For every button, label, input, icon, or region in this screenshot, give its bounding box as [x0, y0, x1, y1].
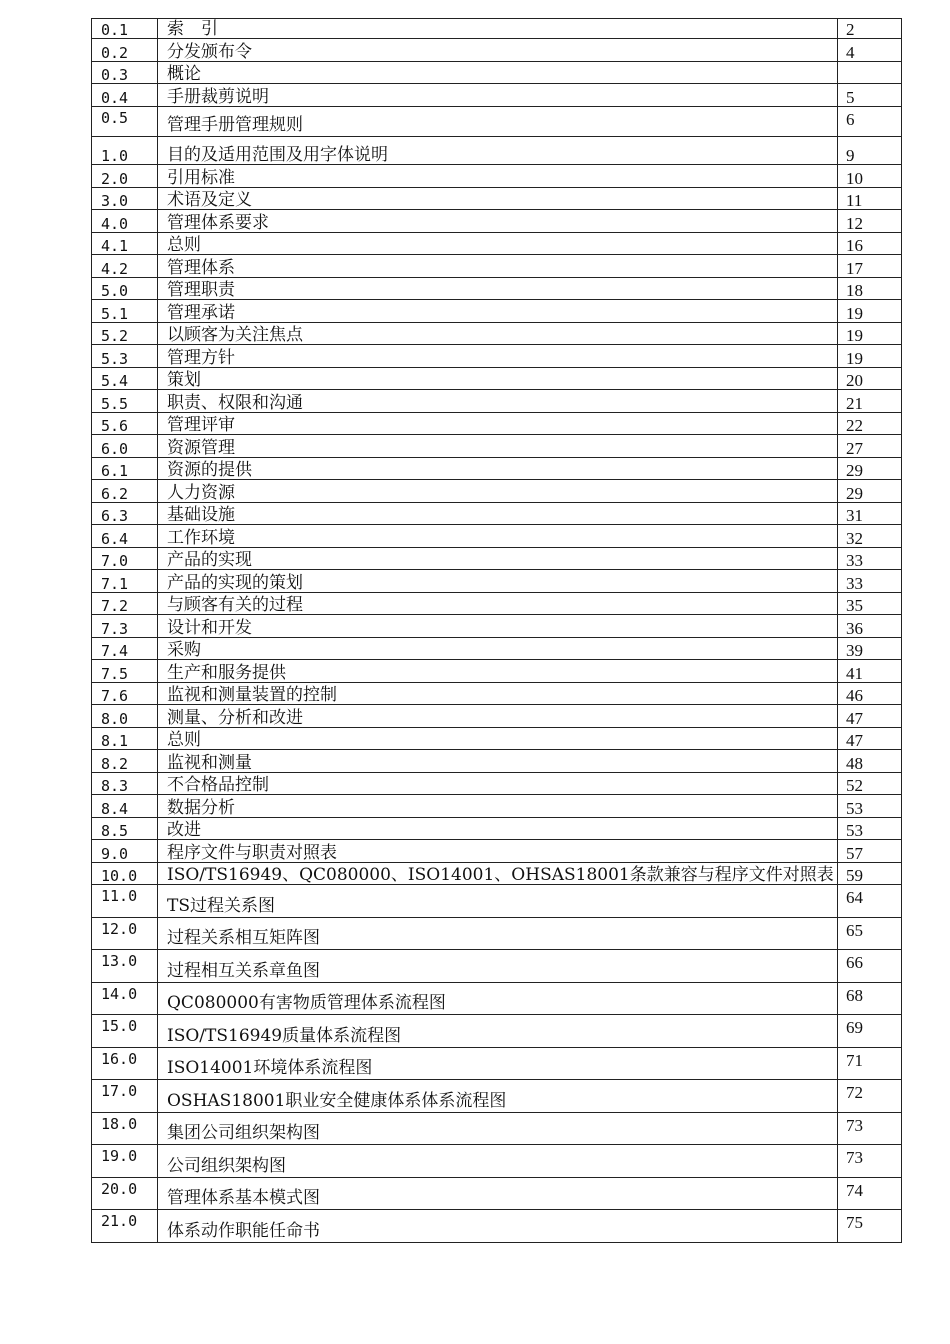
toc-row: [92, 840, 902, 863]
toc-page-number: 47: [838, 728, 902, 750]
toc-row: [92, 278, 902, 300]
toc-row: [92, 918, 902, 950]
toc-row: [92, 458, 902, 480]
toc-page-number: 16: [838, 233, 902, 255]
toc-section-number: 7.6: [92, 683, 158, 705]
toc-row: [92, 863, 902, 885]
toc-section-number: 5.1: [92, 300, 158, 323]
toc-row: [92, 210, 902, 233]
toc-section-title: 工作环境: [158, 525, 838, 548]
toc-section-title: 以顾客为关注焦点: [158, 323, 838, 345]
toc-page-number: 29: [838, 458, 902, 480]
toc-row: [92, 233, 902, 255]
toc-section-number: 5.5: [92, 390, 158, 413]
toc-section-number: 0.3: [92, 62, 158, 84]
toc-section-title: 过程相互关系章鱼图: [158, 950, 838, 983]
toc-section-title: 体系动作职能任命书: [158, 1210, 838, 1243]
toc-row: [92, 480, 902, 503]
toc-row: [92, 39, 902, 62]
toc-page-number: 11: [838, 188, 902, 210]
toc-page-number: 19: [838, 345, 902, 368]
toc-row: [92, 773, 902, 795]
toc-section-title: 引用标准: [158, 165, 838, 188]
toc-section-number: 8.0: [92, 705, 158, 728]
toc-section-title: 生产和服务提供: [158, 660, 838, 683]
toc-page-number: 29: [838, 480, 902, 503]
toc-section-title: TS过程关系图: [158, 885, 838, 918]
toc-row: [92, 1178, 902, 1210]
toc-section-number: 6.0: [92, 435, 158, 458]
toc-section-title: 管理体系基本模式图: [158, 1178, 838, 1210]
toc-section-title: 过程关系相互矩阵图: [158, 918, 838, 950]
toc-section-number: 18.0: [92, 1113, 158, 1145]
toc-page-number: 68: [838, 983, 902, 1015]
toc-row: [92, 255, 902, 278]
toc-section-title: 概论: [158, 62, 838, 84]
toc-page-number: 59: [838, 863, 902, 885]
toc-section-number: 10.0: [92, 863, 158, 885]
toc-row: [92, 390, 902, 413]
toc-section-title: 监视和测量: [158, 750, 838, 773]
toc-page-number: 64: [838, 885, 902, 918]
toc-row: [92, 323, 902, 345]
toc-section-number: 6.4: [92, 525, 158, 548]
toc-row: [92, 1015, 902, 1048]
toc-section-title: 测量、分析和改进: [158, 705, 838, 728]
toc-row: [92, 593, 902, 615]
toc-page-number: 5: [838, 84, 902, 107]
toc-section-title: 产品的实现的策划: [158, 570, 838, 593]
toc-row: [92, 413, 902, 435]
toc-row: [92, 345, 902, 368]
toc-page-number: 57: [838, 840, 902, 863]
toc-row: [92, 1145, 902, 1178]
toc-section-title: 基础设施: [158, 503, 838, 525]
toc-page-number: 31: [838, 503, 902, 525]
toc-row: [92, 705, 902, 728]
toc-section-title: 集团公司组织架构图: [158, 1113, 838, 1145]
toc-page-number: 53: [838, 818, 902, 840]
toc-page-number: 69: [838, 1015, 902, 1048]
toc-section-number: 0.2: [92, 39, 158, 62]
toc-page-number: 73: [838, 1113, 902, 1145]
toc-row: [92, 19, 902, 39]
toc-row: [92, 1048, 902, 1080]
toc-row: [92, 1080, 902, 1113]
toc-section-number: 5.3: [92, 345, 158, 368]
toc-section-title: 管理手册管理规则: [158, 107, 838, 137]
toc-section-title: 数据分析: [158, 795, 838, 818]
toc-page-number: 20: [838, 368, 902, 390]
toc-section-number: 7.0: [92, 548, 158, 570]
toc-row: [92, 683, 902, 705]
toc-section-title: ISO/TS16949质量体系流程图: [158, 1015, 838, 1048]
toc-page-number: 73: [838, 1145, 902, 1178]
toc-section-title: 管理职责: [158, 278, 838, 300]
toc-page-number: 33: [838, 570, 902, 593]
toc-section-title: 索 引: [158, 19, 838, 39]
toc-section-number: 7.5: [92, 660, 158, 683]
toc-row: [92, 62, 902, 84]
toc-section-title: 术语及定义: [158, 188, 838, 210]
toc-section-number: 14.0: [92, 983, 158, 1015]
toc-page-number: 72: [838, 1080, 902, 1113]
toc-row: [92, 503, 902, 525]
toc-section-number: 11.0: [92, 885, 158, 918]
toc-row: [92, 107, 902, 137]
toc-page-number: 6: [838, 107, 902, 137]
toc-section-title: 策划: [158, 368, 838, 390]
toc-page-number: 27: [838, 435, 902, 458]
toc-row: [92, 1210, 902, 1243]
toc-section-number: 6.2: [92, 480, 158, 503]
toc-row: [92, 660, 902, 683]
toc-page-number: 33: [838, 548, 902, 570]
toc-section-title: 管理体系: [158, 255, 838, 278]
toc-section-number: 7.4: [92, 638, 158, 660]
toc-row: [92, 548, 902, 570]
toc-section-number: 1.0: [92, 137, 158, 165]
toc-page-number: 41: [838, 660, 902, 683]
toc-section-number: 3.0: [92, 188, 158, 210]
toc-page-number: 18: [838, 278, 902, 300]
toc-row: [92, 525, 902, 548]
toc-page-number: 22: [838, 413, 902, 435]
toc-page-number: 2: [838, 19, 902, 39]
toc-section-title: 资源管理: [158, 435, 838, 458]
toc-row: [92, 728, 902, 750]
toc-section-number: 4.2: [92, 255, 158, 278]
toc-section-number: 7.2: [92, 593, 158, 615]
toc-section-title: 管理评审: [158, 413, 838, 435]
toc-section-number: 6.1: [92, 458, 158, 480]
toc-page-number: 71: [838, 1048, 902, 1080]
toc-page-number: 12: [838, 210, 902, 233]
toc-row: [92, 165, 902, 188]
toc-page-number: 4: [838, 39, 902, 62]
toc-section-title: 不合格品控制: [158, 773, 838, 795]
toc-section-number: 8.1: [92, 728, 158, 750]
toc-section-title: 管理体系要求: [158, 210, 838, 233]
toc-section-title: 总则: [158, 233, 838, 255]
toc-section-number: 21.0: [92, 1210, 158, 1243]
toc-section-title: 分发颁布令: [158, 39, 838, 62]
toc-page-number: 46: [838, 683, 902, 705]
toc-page-number: 47: [838, 705, 902, 728]
toc-section-number: 5.6: [92, 413, 158, 435]
toc-row: [92, 188, 902, 210]
toc-section-number: 17.0: [92, 1080, 158, 1113]
toc-section-number: 7.1: [92, 570, 158, 593]
toc-section-title: ISO14001环境体系流程图: [158, 1048, 838, 1080]
toc-section-title: 总则: [158, 728, 838, 750]
toc-page-number: 10: [838, 165, 902, 188]
toc-section-title: 设计和开发: [158, 615, 838, 638]
toc-page-number: 66: [838, 950, 902, 983]
toc-page-number: [838, 62, 902, 84]
toc-section-number: 9.0: [92, 840, 158, 863]
toc-section-number: 2.0: [92, 165, 158, 188]
toc-page-number: 32: [838, 525, 902, 548]
toc-row: [92, 570, 902, 593]
toc-page-number: 19: [838, 300, 902, 323]
toc-page-number: 53: [838, 795, 902, 818]
toc-page-number: 36: [838, 615, 902, 638]
toc-section-number: 16.0: [92, 1048, 158, 1080]
toc-section-number: 0.1: [92, 19, 158, 39]
toc-page-number: 39: [838, 638, 902, 660]
toc-section-number: 8.2: [92, 750, 158, 773]
toc-section-number: 4.0: [92, 210, 158, 233]
toc-row: [92, 795, 902, 818]
toc-row: [92, 638, 902, 660]
toc-page-number: 52: [838, 773, 902, 795]
toc-section-title: 采购: [158, 638, 838, 660]
toc-row: [92, 435, 902, 458]
table-of-contents: [91, 18, 902, 1243]
toc-row: [92, 300, 902, 323]
toc-section-number: 20.0: [92, 1178, 158, 1210]
toc-section-number: 5.4: [92, 368, 158, 390]
toc-section-number: 12.0: [92, 918, 158, 950]
toc-section-title: 产品的实现: [158, 548, 838, 570]
toc-page-number: 19: [838, 323, 902, 345]
toc-section-title: 手册裁剪说明: [158, 84, 838, 107]
toc-section-number: 0.4: [92, 84, 158, 107]
toc-section-number: 4.1: [92, 233, 158, 255]
toc-row: [92, 137, 902, 165]
toc-section-number: 19.0: [92, 1145, 158, 1178]
toc-section-title: 目的及适用范围及用字体说明: [158, 137, 838, 165]
toc-section-title: OSHAS18001职业安全健康体系体系流程图: [158, 1080, 838, 1113]
toc-row: [92, 983, 902, 1015]
toc-section-number: 6.3: [92, 503, 158, 525]
toc-section-title: 公司组织架构图: [158, 1145, 838, 1178]
toc-section-title: 程序文件与职责对照表: [158, 840, 838, 863]
toc-section-title: ISO/TS16949、QC080000、ISO14001、OHSAS18001条款兼容与程序文件对照表: [158, 863, 838, 885]
toc-section-number: 8.5: [92, 818, 158, 840]
toc-row: [92, 84, 902, 107]
toc-page-number: 21: [838, 390, 902, 413]
toc-row: [92, 368, 902, 390]
toc-page-number: 74: [838, 1178, 902, 1210]
toc-section-number: 15.0: [92, 1015, 158, 1048]
toc-row: [92, 950, 902, 983]
toc-row: [92, 1113, 902, 1145]
toc-section-number: 8.3: [92, 773, 158, 795]
toc-section-number: 0.5: [92, 107, 158, 137]
toc-row: [92, 818, 902, 840]
toc-page-number: 75: [838, 1210, 902, 1243]
toc-section-title: 管理承诺: [158, 300, 838, 323]
toc-section-title: 职责、权限和沟通: [158, 390, 838, 413]
toc-section-title: QC080000有害物质管理体系流程图: [158, 983, 838, 1015]
toc-section-number: 8.4: [92, 795, 158, 818]
toc-section-title: 人力资源: [158, 480, 838, 503]
toc-page-number: 35: [838, 593, 902, 615]
toc-section-number: 5.2: [92, 323, 158, 345]
toc-section-title: 资源的提供: [158, 458, 838, 480]
toc-page-number: 9: [838, 137, 902, 165]
toc-row: [92, 615, 902, 638]
toc-row: [92, 750, 902, 773]
toc-page-number: 48: [838, 750, 902, 773]
toc-page-number: 65: [838, 918, 902, 950]
toc-section-number: 7.3: [92, 615, 158, 638]
toc-page-number: 17: [838, 255, 902, 278]
toc-body: [92, 19, 902, 1243]
toc-section-title: 管理方针: [158, 345, 838, 368]
toc-row: [92, 885, 902, 918]
toc-section-title: 与顾客有关的过程: [158, 593, 838, 615]
toc-section-number: 5.0: [92, 278, 158, 300]
toc-section-title: 改进: [158, 818, 838, 840]
toc-section-title: 监视和测量装置的控制: [158, 683, 838, 705]
toc-section-number: 13.0: [92, 950, 158, 983]
